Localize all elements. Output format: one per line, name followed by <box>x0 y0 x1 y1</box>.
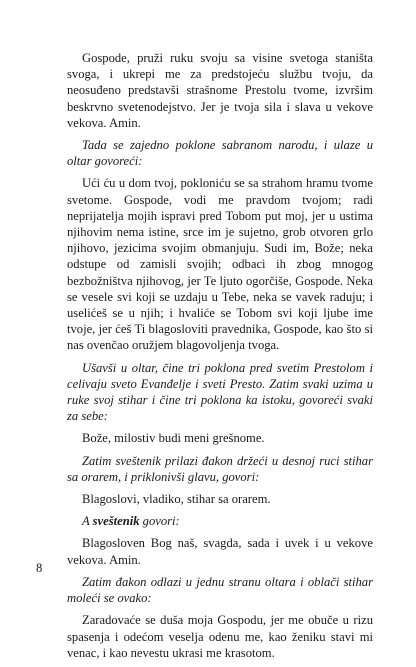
prayer-paragraph: Bože, milostiv budi meni grešnome. <box>82 431 265 446</box>
rubric-paragraph-speaker <box>67 513 373 529</box>
page-number: 8 <box>36 561 43 575</box>
rubric-paragraph: Tada se zajedno poklone sabranom narodu, i ulaze u oltar govoreći: <box>67 138 373 169</box>
prayer-paragraph: Zaradovaće se duša moja Gospodu, jer me obuče u rizu spasenja i odećom veselja odenu me, kao ženiku stavi mi venac, i kao nevestu ukrasi me krasotom. <box>67 613 373 660</box>
rubric-paragraph: Zatim đakon odlazi u jednu stranu oltara i oblači stihar moleći se ovako: <box>67 574 373 606</box>
rubric-paragraph: Zatim sveštenik prilazi đakon držeći u desnoj ruci stihar sa orarem, i priklonivši glavu, govori: <box>67 453 373 484</box>
prayer-paragraph: Ući ću u dom tvoj, pokloniću se sa strahom hramu tvome svetome. Gospode, vodi me pravdom tvojom; radi neprijatelja mojih ispravi pred Tobom put moj, jer u ustima njihovim nema istine, srce im je sujetno, grob otvoren grlo njihovo, jezicima svojim obmanjuju. Sudi im, Bože; neka odstupe od zamisli svojih; odbaci ih zbog mnogog bezbožništva njihovog, jer Te ljuto ogorčiše, Gospode. Neka se vesele svi koji se uzdaju u Tebe, neka se vavek raduju; i uselićeš se u njih; i hvaliće se Tobom svi koji ljube ime tvoje, jer ćeš Ti blagosloviti pravednika, Gospode, kao što si nas ovenčao oružjem blagovoljenja tvoga. <box>67 176 373 353</box>
rubric-paragraph: Ušavši u oltar, čine tri poklona pred svetim Prestolom i celivaju sveto Evanđelje i sveti Presto. Zatim svaki uzima u ruke svoj stihar i čine tri poklona ka istoku, govoreći svaki za sebe: <box>67 360 373 424</box>
rubric-after: govori: <box>139 514 180 529</box>
speaker-name: sveštenik <box>92 514 140 529</box>
prayer-paragraph: Blagosloven Bog naš, svagda, sada i uvek i u vekove vekova. Amin. <box>67 536 373 567</box>
page-body <box>67 50 373 667</box>
rubric-before: A <box>82 514 93 529</box>
prayer-paragraph: Gospode, pruži ruku svoju sa visine svetoga staništa svoga, i ukrepi me za predstojeću službu tvoju, da neosuđeno predstavši strašnome Prestolu tvome, izvršim beskrvno svetenodejstvo. Jer je tvoja sila i slava u vekove vekova. Amin. <box>67 51 373 130</box>
prayer-paragraph: Blagoslovi, vladiko, stihar sa orarem. <box>82 492 271 507</box>
